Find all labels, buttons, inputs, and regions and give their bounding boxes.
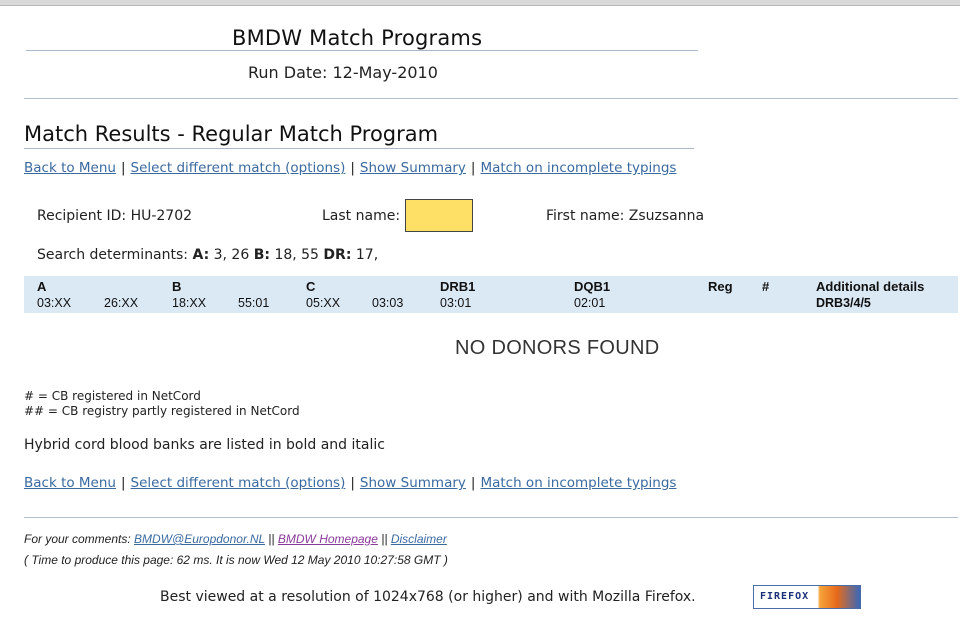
select-different-match-link[interactable]: Select different match (options) (130, 475, 346, 491)
homepage-link[interactable]: BMDW Homepage (277, 532, 378, 546)
last-name-label: Last name: (322, 208, 401, 224)
select-different-match-link[interactable]: Select different match (options) (130, 160, 346, 176)
det-a-value: 3, 26 (213, 247, 250, 263)
cell-dqb1: 02:01 (574, 296, 606, 310)
back-to-menu-link[interactable]: Back to Menu (24, 475, 116, 491)
col-header-hash: # (762, 279, 770, 294)
cell-b1: 18:XX (172, 296, 207, 310)
det-b-label: B: (253, 247, 270, 263)
search-determinants (37, 247, 378, 263)
footer-separator: || (268, 532, 275, 546)
det-dr-value: 17, (355, 247, 379, 263)
legend-cb-registered: # = CB registered in NetCord (24, 389, 201, 403)
firefox-badge[interactable] (753, 585, 861, 609)
nav-separator: | (350, 160, 355, 176)
det-b-value: 18, 55 (274, 247, 319, 263)
cell-additional: DRB3/4/5 (816, 296, 871, 310)
recipient-id: Recipient ID: HU-2702 (37, 208, 193, 224)
nav-separator: | (350, 475, 355, 491)
section-divider (24, 148, 694, 149)
show-summary-link[interactable]: Show Summary (359, 475, 466, 491)
cell-c2: 03:03 (372, 296, 404, 310)
col-header-a: A (37, 279, 47, 294)
footer-separator: || (381, 532, 388, 546)
col-header-reg: Reg (708, 279, 733, 294)
nav-separator: | (120, 475, 126, 491)
best-viewed-note: Best viewed at a resolution of 1024x768 (or higher) and with Mozilla Firefox. (160, 589, 696, 605)
search-determinants-label: Search determinants: (37, 247, 189, 263)
col-header-additional: Additional details (816, 279, 925, 294)
title-divider (26, 50, 698, 51)
footer-comments (24, 532, 447, 546)
legend-cb-partly-registered: ## = CB registry partly registered in NetCord (24, 404, 300, 418)
header-divider (24, 98, 958, 99)
col-header-b: B (172, 279, 182, 294)
comments-label: For your comments: (24, 532, 131, 546)
firefox-badge-label: FIREFOX (760, 591, 810, 602)
nav-links-bottom (24, 475, 676, 491)
cell-a1: 03:XX (37, 296, 72, 310)
col-header-c: C (306, 279, 316, 294)
match-incomplete-typings-link[interactable]: Match on incomplete typings (480, 160, 677, 176)
show-summary-link[interactable]: Show Summary (359, 160, 466, 176)
footer-timing: ( Time to produce this page: 62 ms. It is now Wed 12 May 2010 10:27:58 GMT ) (24, 553, 448, 567)
run-date: Run Date: 12-May-2010 (248, 63, 438, 82)
nav-separator: | (120, 160, 126, 176)
disclaimer-link[interactable]: Disclaimer (390, 532, 447, 546)
last-name-field[interactable] (405, 199, 473, 232)
window-top-border (0, 0, 960, 6)
cell-b2: 55:01 (238, 296, 270, 310)
cell-drb1: 03:01 (440, 296, 472, 310)
no-donors-message: NO DONORS FOUND (455, 337, 660, 359)
nav-separator: | (470, 475, 476, 491)
page-title: BMDW Match Programs (232, 26, 483, 50)
match-incomplete-typings-link[interactable]: Match on incomplete typings (480, 475, 677, 491)
footer-divider (24, 517, 958, 518)
nav-links-top (24, 160, 676, 176)
section-title: Match Results - Regular Match Program (24, 122, 439, 146)
det-a-label: A: (192, 247, 210, 263)
col-header-drb1: DRB1 (440, 279, 476, 294)
cell-c1: 05:XX (306, 296, 341, 310)
back-to-menu-link[interactable]: Back to Menu (24, 160, 116, 176)
nav-separator: | (470, 160, 476, 176)
cell-a2: 26:XX (104, 296, 139, 310)
hybrid-note: Hybrid cord blood banks are listed in bold and italic (24, 437, 385, 453)
det-dr-label: DR: (323, 247, 352, 263)
email-link[interactable]: BMDW@Europdonor.NL (134, 532, 265, 546)
first-name: First name: Zsuzsanna (546, 208, 705, 224)
col-header-dqb1: DQB1 (574, 279, 611, 294)
